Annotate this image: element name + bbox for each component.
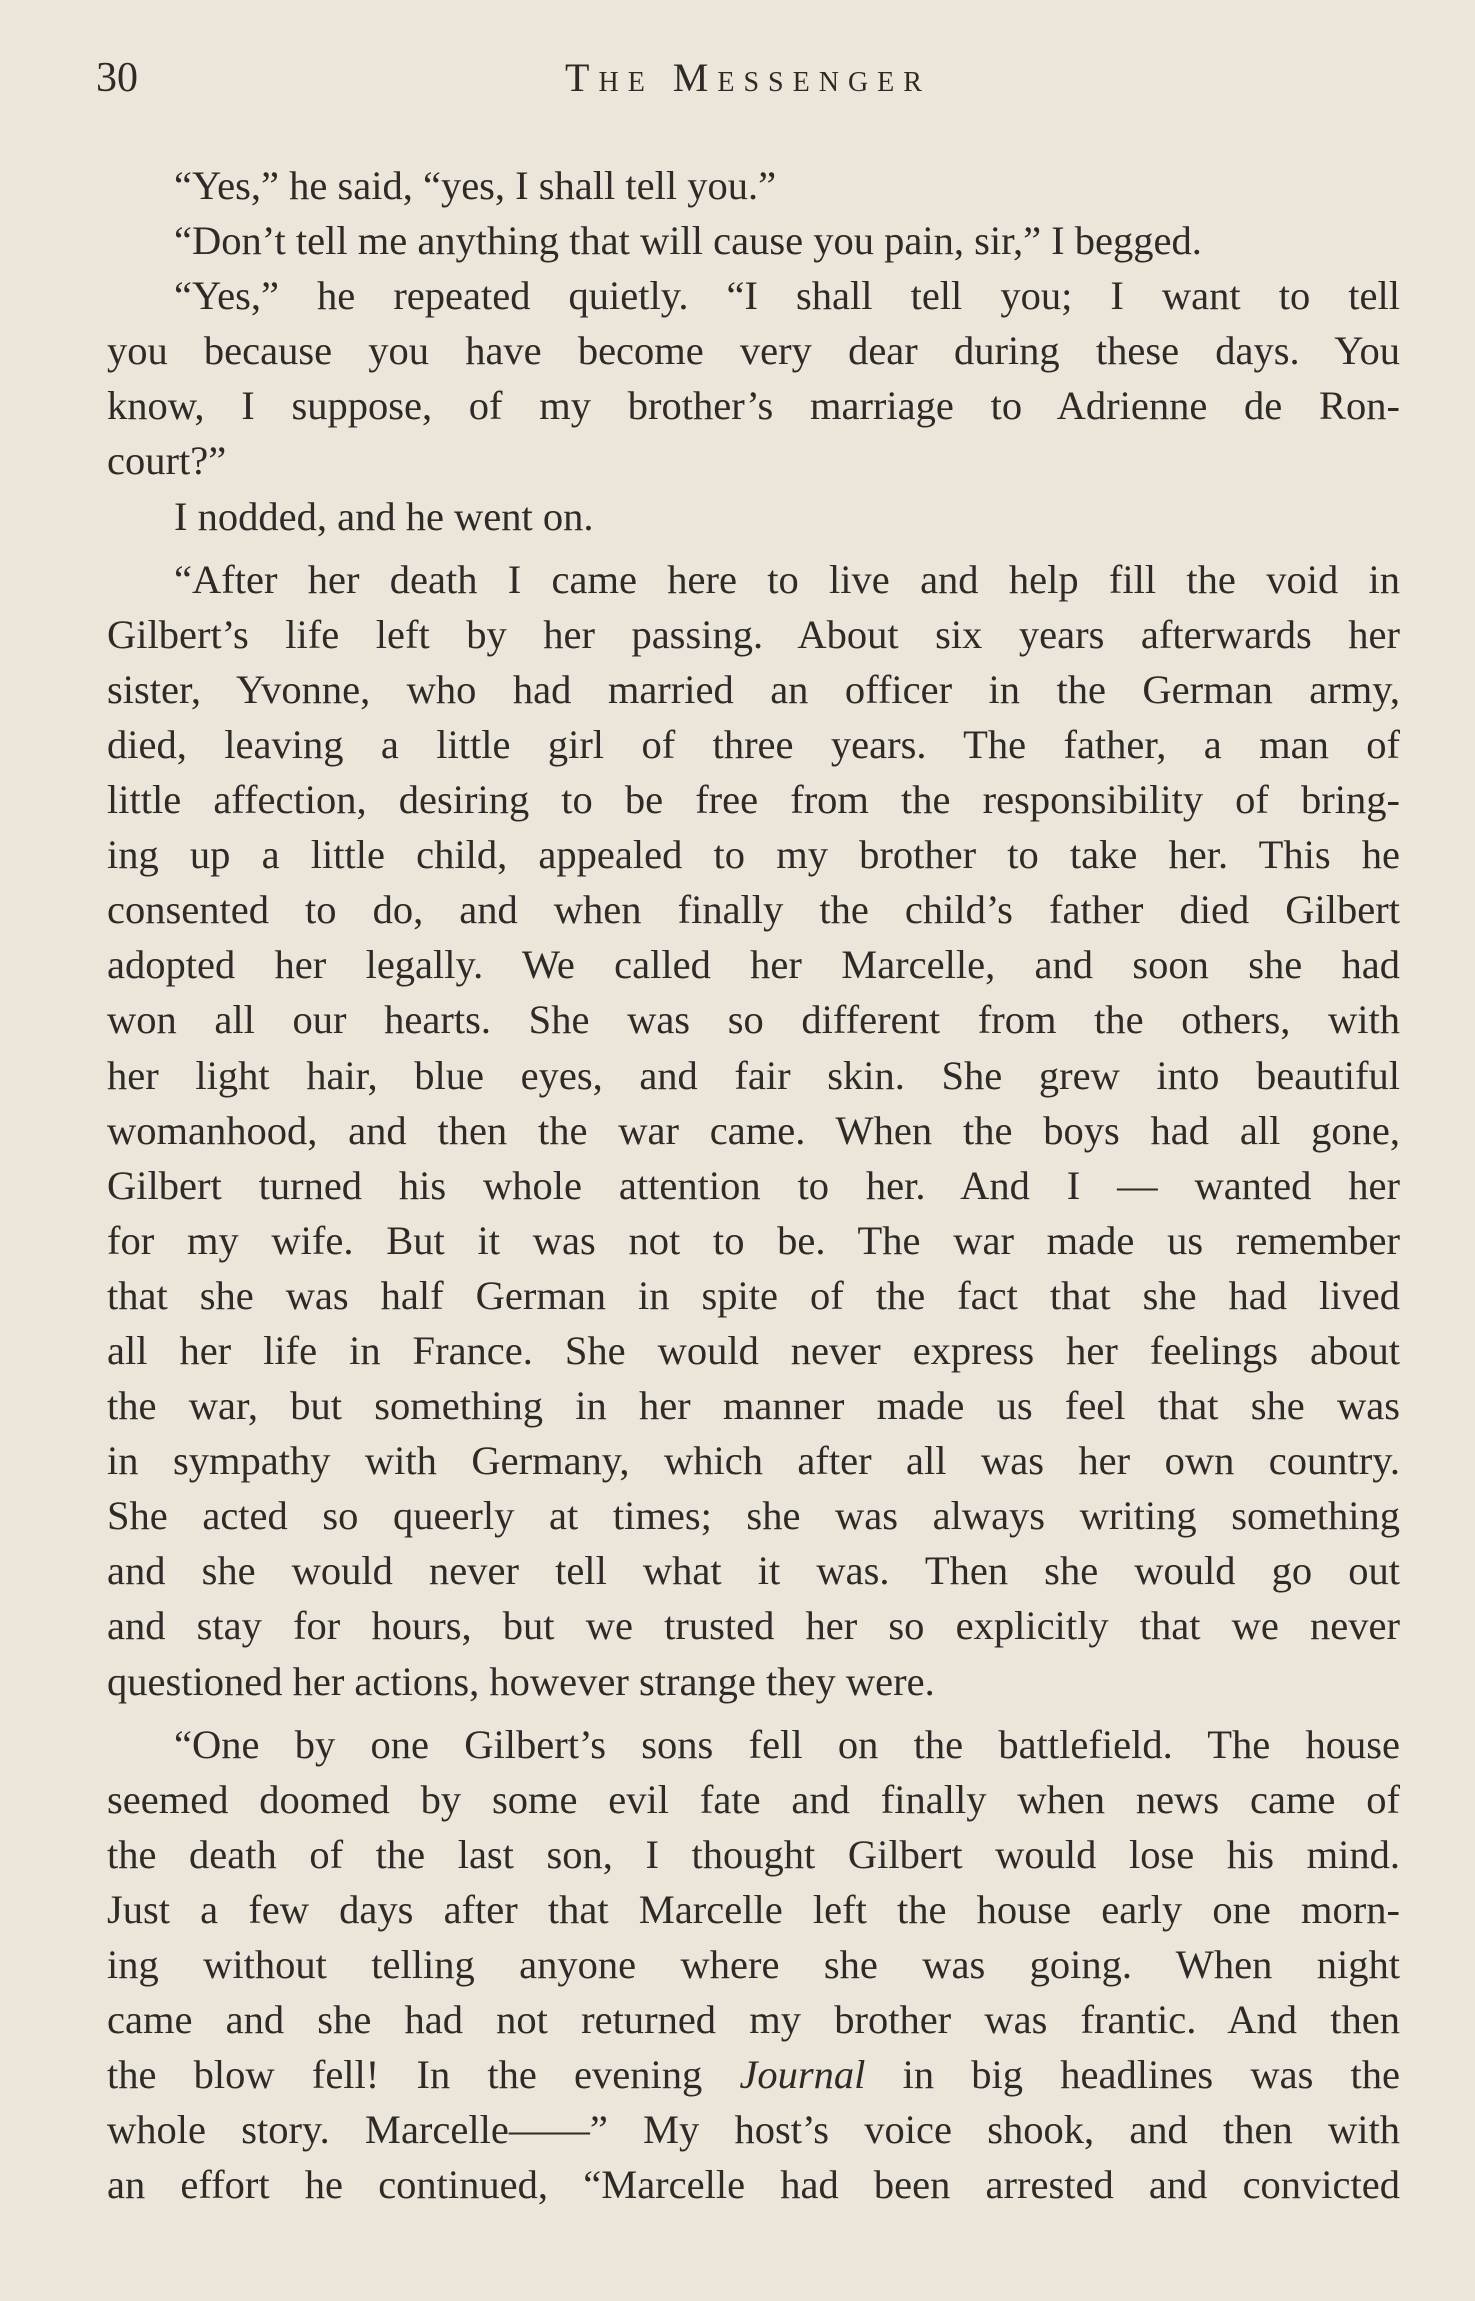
text-line: died, leaving a little girl of three years. The father, a man of	[107, 721, 1400, 767]
text-line: that she was half German in spite of the fact that she had lived	[107, 1272, 1400, 1318]
running-head	[96, 48, 1400, 108]
text-line: “Yes,” he repeated quietly. “I shall tell you; I want to tell	[174, 273, 1400, 319]
text-line: won all our hearts. She was so different from the others, with	[107, 997, 1400, 1043]
text-line: sister, Yvonne, who had married an officer in the German army,	[107, 666, 1400, 712]
text-line: She acted so queerly at times; she was always writing something	[107, 1493, 1400, 1539]
text-line: whole story. Marcelle——” My host’s voice shook, and then with	[107, 2107, 1400, 2153]
text-line: court?”	[107, 438, 227, 484]
running-title: The Messenger	[565, 55, 931, 100]
text-line: consented to do, and when finally the child’s father died Gilbert	[107, 887, 1400, 933]
text-line: Gilbert turned his whole attention to her. And I — wanted her	[107, 1162, 1400, 1208]
text-line: “After her death I came here to live and help fill the void in	[174, 556, 1400, 602]
text-line: ing up a little child, appealed to my brother to take her. This he	[107, 832, 1400, 878]
text-line: questioned her actions, however strange they were.	[107, 1658, 935, 1704]
text-line: adopted her legally. We called her Marcelle, and soon she had	[107, 942, 1400, 988]
text-line: womanhood, and then the war came. When the boys had all gone,	[107, 1107, 1400, 1153]
text-line: and stay for hours, but we trusted her so explicitly that we never	[107, 1603, 1400, 1649]
text-line: Just a few days after that Marcelle left the house early one morn-	[107, 1886, 1400, 1932]
text-line: know, I suppose, of my brother’s marriage to Adrienne de Ron-	[107, 383, 1400, 429]
text-line: and she would never tell what it was. Then she would go out	[107, 1548, 1400, 1594]
journal-title-italic: Journal	[739, 2052, 866, 2098]
text-line-with-italic	[107, 2047, 1400, 2102]
text-segment: the blow fell! In the evening	[107, 2052, 703, 2098]
text-line: seemed doomed by some evil fate and finally when news came of	[107, 1776, 1400, 1822]
text-line: you because you have become very dear during these days. You	[107, 328, 1400, 374]
text-line: “Yes,” he said, “yes, I shall tell you.”	[174, 163, 777, 208]
text-line: an effort he continued, “Marcelle had been arrested and convicted	[107, 2162, 1400, 2208]
text-line: the death of the last son, I thought Gilbert would lose his mind.	[107, 1831, 1400, 1877]
text-line: for my wife. But it was not to be. The war made us remember	[107, 1217, 1400, 1263]
text-line: little affection, desiring to be free from the responsibility of bring-	[107, 777, 1400, 823]
text-line: “One by one Gilbert’s sons fell on the battlefield. The house	[174, 1721, 1400, 1767]
text-line: her light hair, blue eyes, and fair skin. She grew into beautiful	[107, 1052, 1400, 1098]
text-line: the war, but something in her manner made us feel that she was	[107, 1383, 1400, 1429]
text-line: ing without telling anyone where she was going. When night	[107, 1942, 1400, 1987]
text-line: came and she had not returned my brother was frantic. And then	[107, 1997, 1400, 2043]
text-line: all her life in France. She would never express her feelings about	[107, 1327, 1400, 1373]
text-segment: in big headlines was the	[902, 2052, 1401, 2098]
body-text	[107, 158, 1400, 2212]
text-line: Gilbert’s life left by her passing. About six years afterwards her	[107, 611, 1400, 657]
text-line: in sympathy with Germany, which after all was her own country.	[107, 1438, 1400, 1484]
text-line: “Don’t tell me anything that will cause you pain, sir,” I begged.	[174, 218, 1202, 264]
text-line: I nodded, and he went on.	[174, 493, 594, 539]
page-number: 30	[96, 55, 138, 101]
